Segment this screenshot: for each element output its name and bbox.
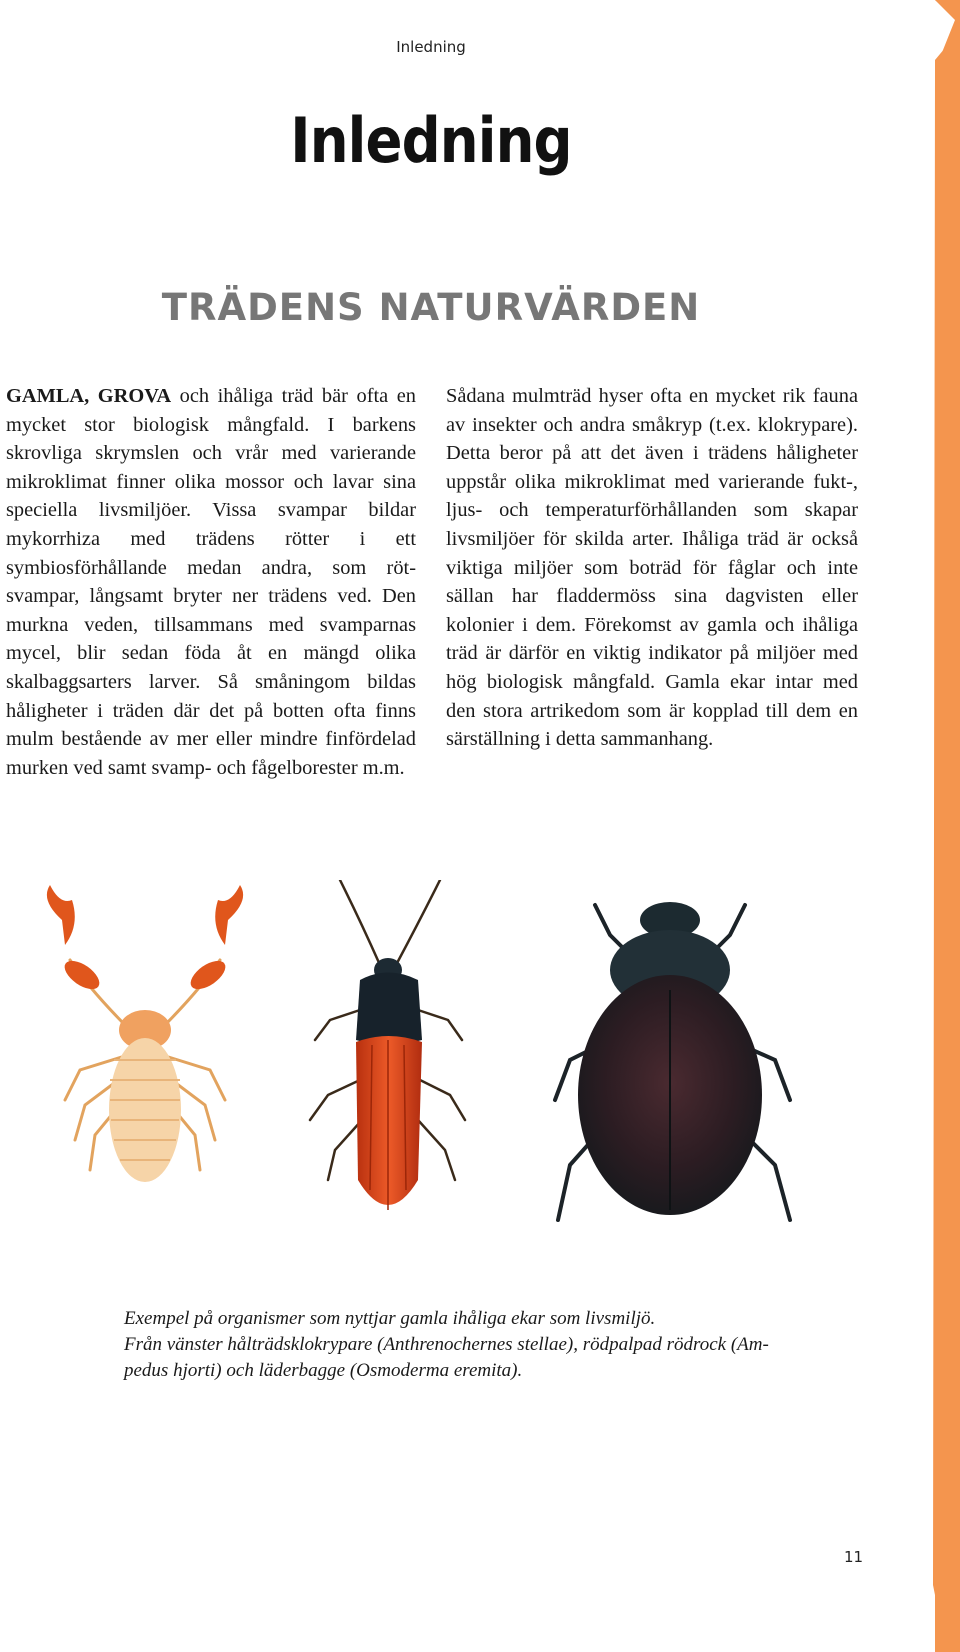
caption-line-1: Exempel på organismer som nyttjar gamla ihåliga ekar som livsmiljö.	[124, 1308, 656, 1329]
figure-caption	[124, 1306, 804, 1384]
body-text-left: och ihåliga träd bär ofta en mycket stor biologisk mångfald. I barkens skrovliga skrymslen och vrår med varierande mikroklimat finner olika mossor och lavar sina speciella livsmiljöer. Vissa svampar bildar mykorrhiza med trädens rötter i ett symbiosförhållande medan andra, som rötsvampar, långsamt bryter ner trädens ved. Den murkna veden, tillsammans med svamparnas mycel, blir sedan föda åt en mängd olika skalbaggsarters larver. Så småningom bildas håligheter i träden där det på botten ofta finns mulm bestående av mer eller mindre finfördelad murken ved samt svamp- och fågelborester m.m.	[6, 385, 416, 779]
section-title: TRÄDENS NATURVÄRDEN	[161, 286, 701, 329]
chapter-title: Inledning	[290, 104, 572, 177]
running-head: Inledning	[396, 38, 466, 56]
caption-line-2: Från vänster hålträdsklokrypare (Anthrenochernes stellae), rödpalpad rödrock (Ampedus hjorti) och läderbagge (Osmoderma eremita).	[124, 1334, 769, 1381]
organisms-illustration	[10, 880, 860, 1240]
body-column-left	[6, 382, 416, 782]
body-column-right: Sådana mulmträd hyser ofta en mycket rik fauna av insekter och andra småkryp (t.ex. klokrypare). Detta beror på att det även i trädens håligheter uppstår olika mikroklimat med varierande fukt-, ljus- och temperaturförhållanden som skapar livsmiljöer för skilda arter. Ihåliga träd är också viktiga miljöer som boträd för fåglar och inte sällan har fladdermöss sina dagvisten eller kolonier i dem. Förekomst av gamla och ihåliga träd är därför en viktig indikator på miljöer med hög biologisk mångfald. Gamla ekar intar med den stora artrikedom som är kopplad till dem en särställning i detta sammanhang.	[446, 385, 858, 751]
lead-in-text: GAMLA, GROVA	[6, 385, 172, 407]
page-number: 11	[844, 1548, 864, 1566]
